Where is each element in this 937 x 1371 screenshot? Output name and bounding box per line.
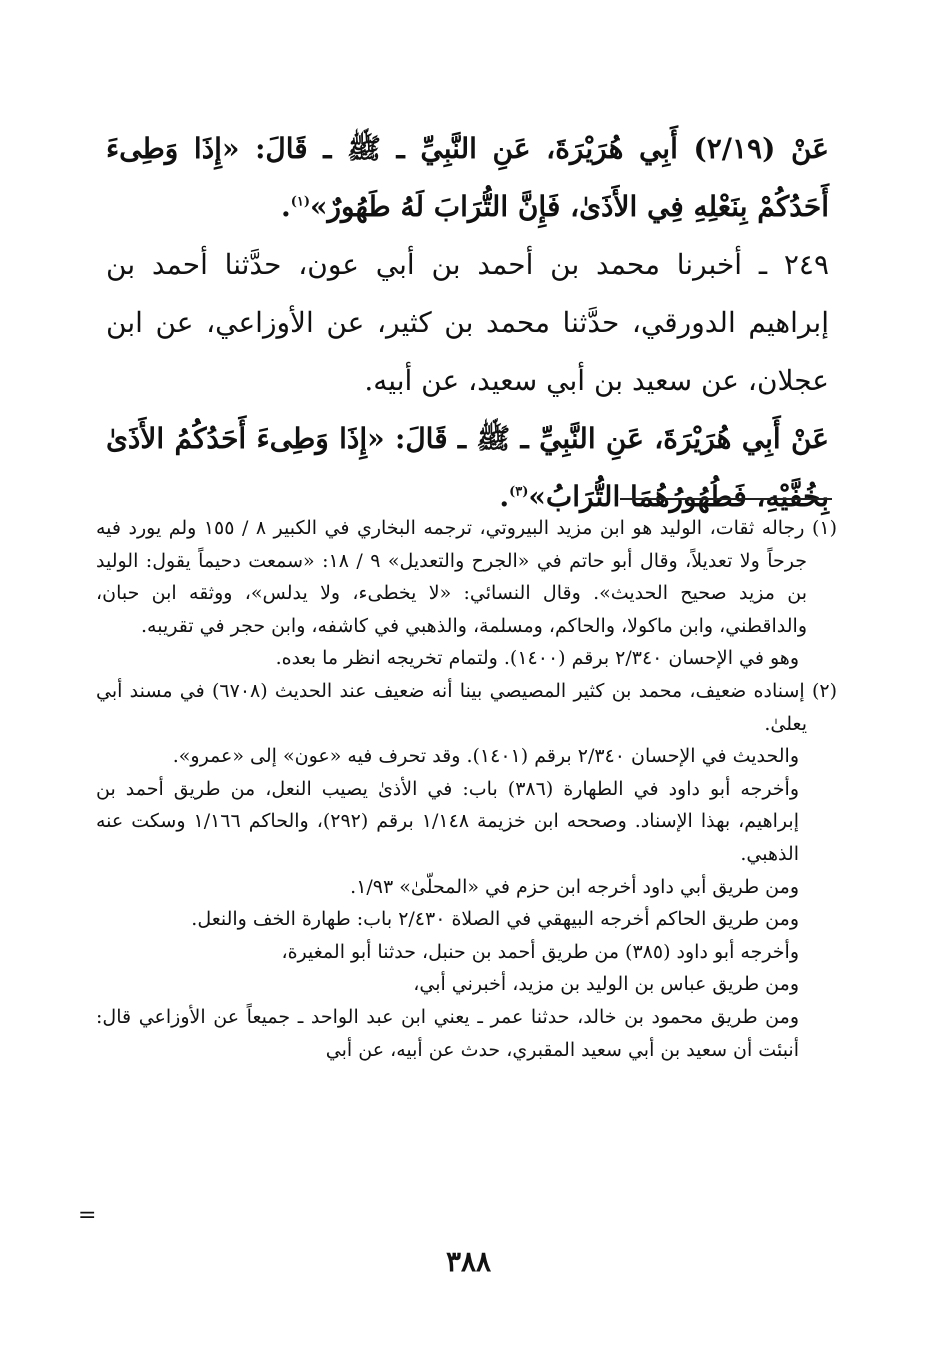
continuation-mark: =: [78, 1203, 97, 1228]
footnote-marker: (١): [290, 194, 311, 210]
footnote-paragraph: ومن طريق الحاكم أخرجه البيهقي في الصلاة ٢/٤٣٠ باب: طهارة الخف والنعل.: [191, 908, 799, 931]
footnote-marker: (٣): [509, 484, 529, 500]
footnote-paragraph: وهو في الإحسان ٢/٣٤٠ برقم (١٤٠٠). ولتمام تخريجه انظر ما بعده.: [275, 647, 799, 670]
hadith-text: عَنْ (٢/١٩) أَبِي هُرَيْرَةَ، عَنِ النَّبِيِّ ـ ﷺ ـ قَالَ: «إِذَا وَطِىءَ أَحَدُكُمْ بِنَعْلِهِ فِي الأَذَىٰ، فَإِنَّ التُّرَابَ لَهُ طَهُورٌ»$^{(١)}$.: [106, 132, 829, 223]
footnote-paragraph: ومن طريق محمود بن خالد، حدثنا عمر ـ يعني ابن عبد الواحد ـ جميعاً عن الأوزاعي قال: أنبئت أن سعيد بن أبي سعيد المقبري، حدث عن أبيه، عن أبي: [96, 1005, 799, 1061]
footnote-paragraph: والحديث في الإحسان ٢/٣٤٠ برقم (١٤٠١). وقد تحرف فيه «عون» إلى «عمرو».: [172, 745, 799, 768]
footnote-paragraph: وأخرجه أبو داود في الطهارة (٣٨٦) باب: في الأذىٰ يصيب النعل، من طريق أحمد بن إبراهيم، بهذا الإسناد. وصححه ابن خزيمة ١/١٤٨ برقم (٢٩٢)، والحاكم ١/١٦٦ وسكت عنه الذهبي.: [96, 777, 800, 865]
footnote-divider: [620, 498, 832, 500]
footnotes: [96, 512, 837, 1066]
page-number: ٣٨٨: [445, 1245, 492, 1278]
hadith-text: عَنْ أَبِي هُرَيْرَةَ، عَنِ النَّبِيِّ ـ ﷺ ـ قَالَ: «إِذَا وَطِىءَ أَحَدُكُمُ الأَذَىٰ بِخُفَّيْهِ، فَطُهُورُهُمَا التُّرَابُ»$^{(٣)}$.: [106, 422, 829, 513]
footnote: (١) رجاله ثقات، الوليد هو ابن مزيد البيروتي، ترجمه البخاري في الكبير ٨ / ١٥٥ ولم يورد فيه جرحاً ولا تعديلاً، وقال أبو حاتم في «الجرح والتعديل» ٩ / ١٨: «سمعت دحيماً يقول: الوليد بن مزيد صحيح الحديث». وقال النسائي: «لا يخطىء، ولا يدلس»، ووثقه ابن حبان، والداقطني، وابن ماكولا، والحاكم، ومسلمة، والذهبي في كاشفه، وابن حجر في تقريبه.: [96, 517, 838, 637]
isnad-paragraph: ٢٤٩ ـ أخبرنا محمد بن أحمد بن أبي عون، حدَّثنا أحمد بن إبراهيم الدورقي، حدَّثنا محمد بن كثير، عن الأوزاعي، عن ابن عجلان، عن سعيد بن أبي سعيد، عن أبيه.: [106, 248, 829, 397]
footnote-paragraph: وأخرجه أبو داود (٣٨٥) من طريق أحمد بن حنبل، حدثنا أبو المغيرة،: [281, 940, 799, 963]
footnote: (٢) إسناده ضعيف، محمد بن كثير المصيصي بينا أنه ضعيف عند الحديث (٦٧٠٨) في مسند أبي يعلىٰ.: [96, 679, 837, 735]
footnote-paragraph: ومن طريق أبي داود أخرجه ابن حزم في «المحلّىٰ» ١/٩٣.: [350, 875, 799, 898]
footnote-paragraph: ومن طريق عباس بن الوليد بن مزيد، أخبرني أبي،: [413, 973, 799, 996]
main-text: [106, 120, 829, 526]
